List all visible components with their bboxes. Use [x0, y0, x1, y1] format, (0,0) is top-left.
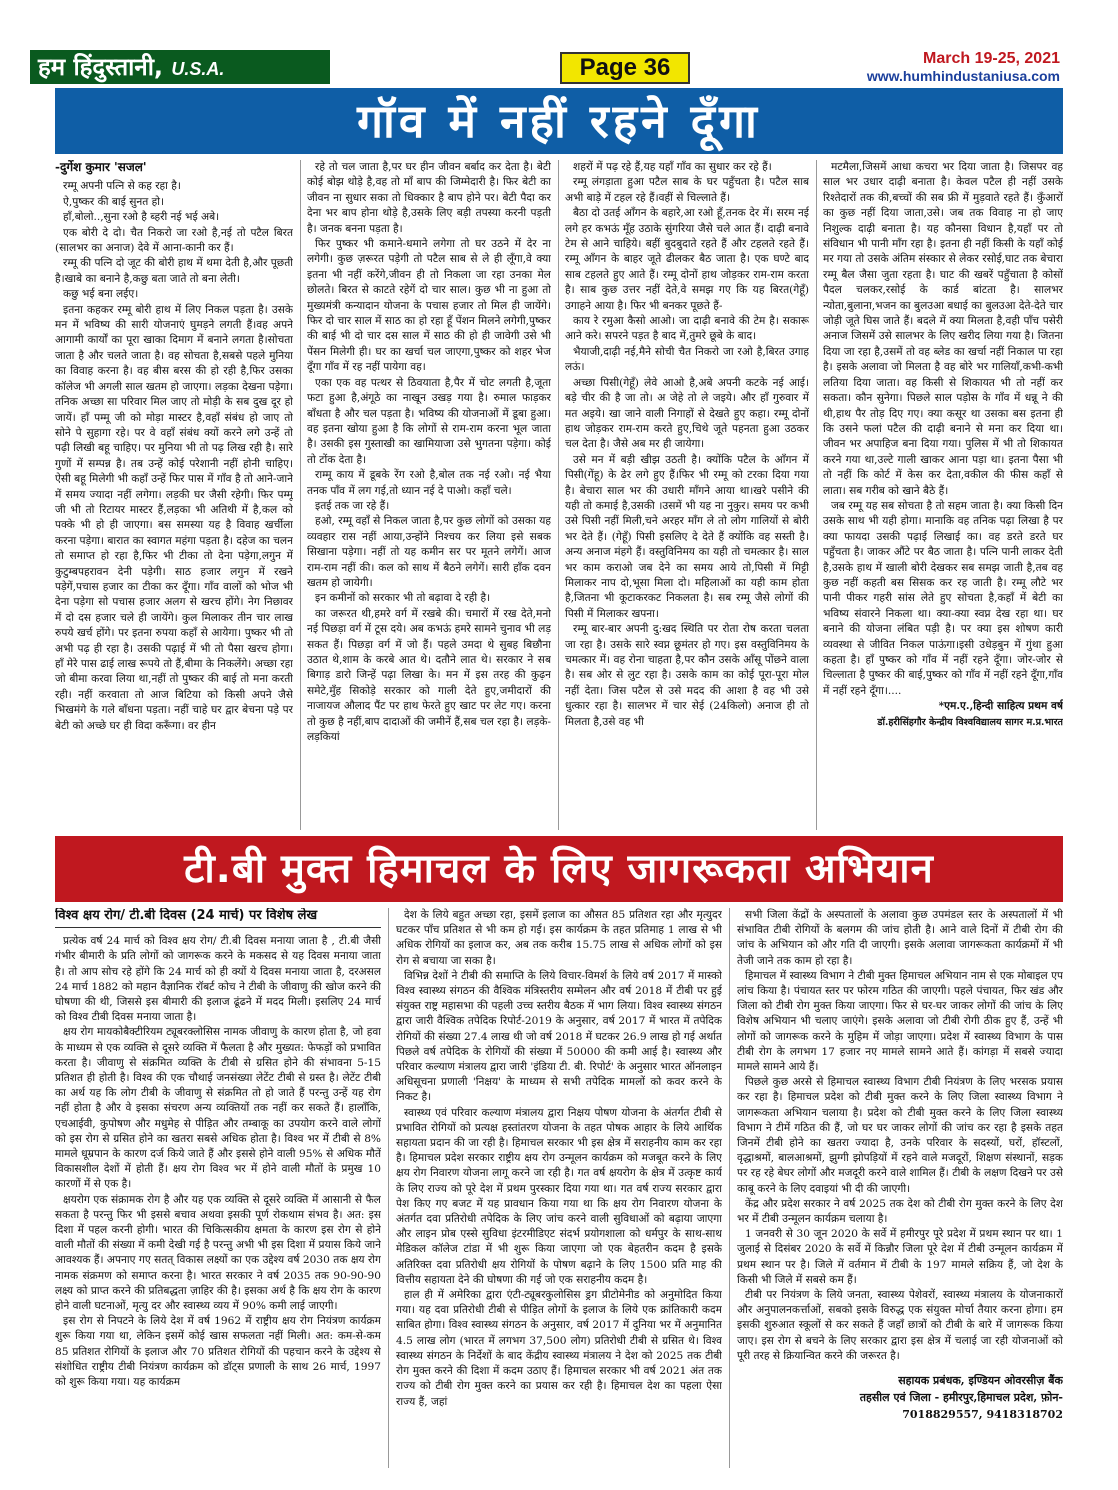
paragraph: इन कमीनों को सरकार भी तो बढ़ावा दे रही है।: [315, 592, 491, 605]
issue-date: March 19-25, 2021: [923, 50, 1060, 67]
story2-col1-paragraphs: [55, 934, 381, 1390]
column-divider: [816, 160, 817, 830]
dateline: [867, 50, 1060, 84]
website-link[interactable]: www.humhindustaniusa.com: [866, 68, 1060, 84]
paragraph: एक बोरी दे दो। चैत निकरो जा रओ है,नई तो पटैल बिरत (सालभर का अनाज) देवे में आना-कानी कर हैं।: [55, 226, 293, 255]
story2-column-1: [55, 908, 381, 1468]
paragraph: एका एक वह पत्थर से ठिवयाता है,पैर में चोट लगती है,जूता फटा हुआ है,अंगूठे का नाखून उखड़ गया है। रुमाल फाड़कर बाँधता है और चल पड़ता है। भविष्य की योजनाओं में डूबा हुआ। वह इतना खोया हुआ है कि लोगों से राम-राम करना भूल जाता है। उसकी इस गुस्ताखी का खामियाजा उसे भुगतना पड़ेगा। कोई तो टोंक देता है।: [307, 376, 551, 466]
paragraph: टीबी पर नियंत्रण के लिये जनता, स्वास्थ्य पेशेवरों, स्वास्थ्य मंत्रालय के योजनाकारों और अनुपालनकर्त्ताओं, सबको इसके विरुद्ध एक संयुक्त मोर्चा तैयार करना होगा। हम इसकी शुरुआत स्कूलों से कर सकते हैं जहाँ छात्रों को टीबी के बारे में जागरूक किया जाए। इस रोग से बचने के लिए सरकार द्वारा इस क्षेत्र में चलाई जा रही योजनाओं को पूरी तरह से क्रियान्वित करने की जरूरत है।: [737, 1289, 1063, 1362]
masthead-title: हम हिंदुस्तानी,: [38, 53, 164, 81]
paragraph: रम्मू लंगड़ाता हुआ पटैल साब के घर पहुँचता है। पटैल साब अभी बाड़े में टहल रहे हैं।वहीं से चिल्लाते हैं।: [565, 176, 809, 204]
paragraph: इतना कहकर रम्मू बोरी हाथ में लिए निकल पड़ता है। उसके मन में भविष्य की सारी योजनाएं घुमड़ने लगती हैं।वह अपने आगामी कार्यों का पूरा खाका दिमाग में बनाने लगता है।सोचता जाता है और चलते जाता है। वह सोचता है,सबसे पहले मुनिया का विवाह करना है। वह बीस बरस की हो रही है,फिर उसका कॉलेज भी अगली साल खतम हो जाएगा। लड़का देखना पड़ेगा। तनिक अच्छा सा परिवार मिल जाए तो मोड़ी के सब दुख दूर हो जायें। हाँ पम्मू जी को मोड़ा मास्टर है,वहाँ संबंध हो जाए तो सोने पे सुहागा रहे। पर वे वहाँ संबंध क्यों करने लगे उन्हें तो पढ़ी लिखी बहू चाहिए। पर मुनिया भी तो पढ़ लिख रही है। सारे गुणों में सम्पन्न है। तब उन्हें कोई परेशानी नहीं होनी चाहिए। ऐसी बहू मिलेगी भी कहाँ उन्हें फिर पास में गाँव है तो आने-जाने में समय ज्यादा नहीं लगेगा। लड़की घर जैसी रहेगी। फिर पम्मू जी भी तो रिटायर मास्टर हैं,लड़का भी अतिथी में है,कल को पक्के भी हो ही जाएगा। बस समस्या यह है विवाह खर्चीला करना पड़ेगा। बारात का स्वागत महंगा पड़ता है। दहेज का चलन तो समाप्त हो रहा है,फिर भी टीका तो देना पड़ेगा,लगुन में कुटुम्बपहरावन देनी पड़ेगी। साठ हजार लगुन में रखने पड़ेगें,पचास हजार का टीका कर दूँगा। गाँव वालों को भोज भी देना पड़ेगा सो पचास हजार अलग से खरच होंगे। नेग निछावर में दो दस हजार चले ही जायेंगे। कुल मिलाकर तीन चार लाख रुपये खर्च होंगे। पर इतना रुपया कहाँ से आयेगा। पुष्कर भी तो अभी पढ़ ही रहा है। उसकी पढ़ाई में भी तो पैसा खरच होगा। हाँ मेरे पास ढाई लाख रूपये तो हैं,बीमा के निकलेंगे। अच्छा रहा जो बीमा करवा लिया था,नहीं तो पुष्कर की बाई तो मना करती रही। नहीं करवाता तो आज बिटिया को किसी अपने जैसे भिखमंगे के गले बाँधना पड़ता। नहीं चाहे घर द्वार बेचना पड़े पर बेटी को अच्छे घर ही विदा करूँगा। वर हीन: [55, 303, 293, 732]
paragraph: इतई तक जा रहे हैं।: [315, 499, 390, 512]
story2-headline: टी.बी मुक्त हिमाचल के लिए जागरूकता अभियान: [55, 836, 1063, 902]
story1-col3-paragraphs: [565, 160, 809, 730]
story1-column-3: [565, 160, 809, 830]
masthead-usa: U.S.A.: [171, 59, 225, 79]
author-credential: *एम.ए.,हिन्दी साहित्य प्रथम वर्ष: [938, 700, 1063, 713]
paragraph: रम्मू की पत्नि दो जूट की बोरी हाथ में थमा देती है,और पूछती है।खाबे का बनाने है,कछु बता जाते तो बना लेती।: [55, 257, 293, 285]
paragraph: सभी जिला केंद्रों के अस्पतालों के अलावा कुछ उपमंडल स्तर के अस्पतालों में भी संभावित टीबी रोगियों के बलगम की जांच होती है। आने वाले दिनों में टीबी रोग की जांच के अभियान को और गति दी जाएगी। इसके अलावा जागरूकता कार्यक्रमों में भी तेजी जाने तक काम हो रहा है।: [737, 909, 1063, 967]
paragraph: केंद्र और प्रदेश सरकार ने वर्ष 2025 तक देश को टीबी रोग मुक्त करने के लिए देश भर में टीबी उन्मूलन कार्यक्रम चलाया है।: [737, 1197, 1063, 1226]
story1-col1-paragraphs: [55, 179, 293, 734]
paragraph: अच्छा पिसी(गेहूँ) लेवे आओ है,अबे अपनी कटके नई आई। बड़े चीर की है जा तो। अ जेहे तो ले जइये। और हाँ गुरुवार में मत अइये। खा जाने वाली निगाहों से देखते हुए कहा। रम्मू दोनों हाथ जोड़कर राम-राम करते हुए,चिथे जूते पहनता हुआ उठकर चल देता है। जैसे अब मर ही जायेगा।: [565, 376, 809, 451]
story2-body: [55, 908, 1063, 1468]
paragraph: बैठा दो उतई आँगन के बहारे,आ रओ हूँ,तनक देर में। सरम नई लगे हर कभऊं मूँह उठाके सुंगरिया जैसे चले आत हैं। दाढ़ी बनावे टेम से आने चाहिये। बहीं बुदबुदाते रहते हैं और टहलते रहते हैं। रम्मू आँगन के बाहर जूते ढीलकर बैठ जाता है। एक घण्टे बाद साब टहलते हुए आते हैं। रम्मू दोनों हाथ जोड़कर राम-राम करता है। साब कुछ उत्तर नहीं देते,वे समझ गए कि यह बिरत(गेहूँ) उगाहने आया है। फिर भी बनकर पूछते हैं-: [565, 207, 809, 312]
story2-col2-paragraphs: [396, 908, 722, 1410]
story1-headline: गॉव में नहीं रहने दूँगा: [55, 88, 1063, 154]
column-divider: [729, 908, 730, 1468]
paragraph: रहे तो चल जाता है,पर घर हीन जीवन बर्बाद कर देता है। बेटी कोई बोझ थोड़े है,वह तो माँ बाप की जिम्मेदारी है। फिर बेटी का जीवन ना सुधार सका तो धिक्कार है बाप होने पर। बेटी पैदा कर देना भर बाप होना थोड़े है,उसके लिए बड़ी तपस्या करनी पड़ती है। जनक बनना पड़ता है।: [307, 161, 551, 235]
paragraph: का जरूरत थी,हमरे वर्ग में रखबे की। चमारों में रख देते,मनो नई पिछड़ा वर्ग में टूस दये। अब कभऊं हमरे सामने चुनाव भी लड़ सकत हैं। पिछड़ा वर्ग में जो हैं। पहले उमदा थे सुबह बिछौना उठात थे,शाम के करबे आत थे। दतौने लात थे। सरकार ने सब बिगाड़ डारो जिन्हें पढ़ा लिखा के। मन में इस तरह की कुढ़न समेटे,मुँह सिकोड़े सरकार को गाली देते हुए,जमीदारों की नाजायज औलाद पैंट पर हाथ फेरते हुए खाट पर लेट गए। करना तो कुछ है नहीं,बाप दादाओं की जमीनें हैं,सब चल रहा है। लड़के-लड़कियां: [307, 607, 551, 744]
paragraph: राम्मू काय में डूबके रेंग रओ है,बोल तक नई रओ। नई भैया तनक पाँव में लग गई,तो ध्यान नई दे पाओ। कहाँ चले।: [307, 469, 551, 497]
paragraph: हाल ही में अमेरिका द्वारा एंटी-ट्यूबरकुलोसिस ड्रग प्रीटोमेनीड को अनुमोदित किया गया। यह दवा प्रतिरोधी टीबी से पीड़ित लोगों के इलाज के लिये एक क्रांतिकारी कदम साबित होगा। विश्व स्वास्थ्य संगठन के अनुसार, वर्ष 2017 में दुनिया भर में अनुमानित 4.5 लाख लोग (भारत में लगभग 37,500 लोग) प्रतिरोधी टीबी से ग्रसित थे। विश्व स्वास्थ्य संगठन के निर्देशों के बाद केंद्रीय स्वास्थ्य मंत्रालय ने देश को 2025 तक टीबी रोग मुक्त करने की दिशा में कदम उठाए हैं। हिमाचल सरकार भी वर्ष 2021 अंत तक राज्य को टीबी रोग मुक्त करने का प्रयास कर रही है। हिमाचल देश का पहला ऐसा राज्य हैं, जहां: [396, 1289, 722, 1408]
paragraph: रम्मू बार-बार अपनी दु:खद स्थिति पर रोता रोष करता चलता जा रहा है। उसके सारे स्वप्न छूमंतर हो गए। इस वस्तुविनिमय के चमत्कार में। वह रोना चाहता है,पर कौन उसके आँसू पोंछने वाला है। सब ओर से लुट रहा है। उसके काम का कोई पूरा-पूरा मोल नहीं देता। जिस पटैल से उसे मदद की आशा है वह भी उसे धुत्कार रहा है। सालभर में चार सेई (24किलो) अनाज ही तो मिलता है,उसे वह भी: [565, 623, 809, 728]
paragraph: 1 जनवरी से 30 जून 2020 के सर्वे में हमीरपुर पूरे प्रदेश में प्रथम स्थान पर था। 1 जुलाई से दिसंबर 2020 के सर्वे में किन्नौर जिला पूरे देश में टीबी उन्मूलन कार्यक्रम में प्रथम स्थान पर है। जिले में वर्तमान में टीबी के 197 मामले सक्रिय हैं, जो देश के किसी भी जिले में सबसे कम हैं।: [737, 1228, 1063, 1286]
story2-subhead: विश्व क्षय रोग/ टी.बी दिवस (24 मार्च) पर विशेष लेख: [55, 908, 381, 928]
author-block: [737, 1372, 1063, 1423]
paragraph: मटमैला,जिसमें आधा कचरा भर दिया जाता है। जिसपर वह साल भर उधार दाढ़ी बनाता है। केवल पटैल ही नहीं उसके रिश्तेदारों तक की,बच्चों की सब फ्री में मुड़वाते रहते हैं। कुँआरों का कुछ नहीं दिया जाता,उसे। जब तक विवाह ना हो जाए निशुल्क दाढ़ी बनाता है। यह कौनसा विधान है,यहाँ पर तो संविधान भी पानी माँग रहा है। इतना ही नहीं किसी के यहाँ कोई मर गया तो उसके अंतिम संस्कार से लेकर रसोई,घाट तक बेचारा रम्मू बैल जैसा जुता रहता है। घाट की खबरें पहुँचाता है कोसों पैदल चलकर,रसोई के कार्ड बांटता है। सालभर न्योता,बुलाना,भजन का बुलउआ बधाई का बुलउआ देते-देते चार जोड़ी जूते घिस जाते हैं। बदले में क्या मिलता है,वही पाँच पसेरी अनाज जिसमें उसे सालभर के लिए खरीद लिया गया है। जितना दिया जा रहा है,उसमें तो वह ब्लेड का खर्चा नहीं निकाल पा रहा है। इसके अलावा जो मिलता है वह बोरे भर गालियाँ,कभी-कभी लतिया दिया जाता। वह किसी से शिकायत भी तो नहीं कर सकता। कौन सुनेगा। पिछले साल पड़ोस के गाँव में धन्नू ने की थी,हाथ पैर तोड़ दिए गए। क्या कसूर था उसका बस इतना ही कि उसने फलां पटैल की दाढ़ी बनाने से मना कर दिया था। जीवन भर अपाहिज बना दिया गया। पुलिस में भी तो शिकायत करने गया था,उल्टे गाली खाकर आना पड़ा था। इतना पैसा भी तो नहीं कि कोर्ट में केस कर देता,वकील की फीस कहाँ से लाता। सब गरीब को खाने बैठे हैं।: [823, 161, 1063, 497]
paragraph: हाँ,बोलो..,सुना रओ है ब्हरी नई भई अबे।: [63, 211, 220, 224]
paragraph: जब रम्मू यह सब सोचता है तो सहम जाता है। क्या किसी दिन उसके साथ भी यही होगा। मानाकि वह तनिक पढ़ा लिखा है पर क्या फायदा उसकी पढ़ाई लिखाई का। वह डरते डरते घर पहुँचता है। जाकर औंटे पर बैठ जाता है। पत्नि पानी लाकर देती है,उसके हाथ में खाली बोरी देखकर सब समझ जाती है,तब वह कुछ नहीं कहती बस सिसक कर रह जाती है। रम्मू लौटे भर पानी पीकर गहरी सांस लेते हुए सोचता है,कहाँ में बेटी का भविष्य संवारने निकला था। क्या-क्या स्वप्न देख रहा था। घर बनाने की योजना लंबित पड़ी है। पर क्या इस शोषण कारी व्यवस्था से जीवित निकल पाऊंगा।इसी उधेड़बुन में गुंथा हुआ कहता है। हाँ पुष्कर को गाँव में नहीं रहने दूँगा। जोर-जोर से चिल्लाता है पुष्कर की बाई,पुष्कर को गाँव में नहीं रहने दूँगा,गाँव में नहीं रहने दूँगा।....: [823, 499, 1063, 697]
paragraph: भैयाजी,दाढ़ी नई,मैने सोची चैत निकरो जा रओ है,बिरत उगाह लऊं।: [565, 345, 809, 374]
paragraph: उसे मन में बड़ी खीझ उठती है। क्योंकि पटैल के आँगन में पिसी(गेंहू) के ढेर लगे हुए हैं।फिर भी रम्मू को टरका दिया गया है। बेचारा साल भर की उधारी माँगने आया था।खरे पसीने की यही तो कमाई है,उसकी ।उसमें भी यह ना नुकुर। समय पर कभी उसे पिसी नहीं मिली,चने अरहर माँग ले तो लोग गालियों से बोरी भर देते हैं। (गेहूँ) पिसी इसलिए दे देते हैं क्योंकि वह सस्ती है। अन्य अनाज मंहगे हैं। वस्तुविनिमय का यही तो चमत्कार है। साल भर काम कराओ जब देने का समय आये तो,पिसी में मिट्टी मिलाकर नाप दो,भूसा मिला दो। महिलाओं का यही काम होता है,जितना भी कूटाकरकट निकलता है। सब रम्मू जैसे लोगों की पिसी में मिलाकर खपना।: [565, 453, 809, 620]
paragraph: फिर पुष्कर भी कमाने-धमाने लगेगा तो घर उठने में देर ना लगेगी। कुछ ज़रूरत पड़ेगी तो पटैल साब से ले ही लूँगा,वे क्या इतना भी नहीं करेंगे,जीवन ही तो निकला जा रहा उनका मेल छोलते। बिरत से काटते रहेगें दो चार साल। कुछ भी ना हुआ तो मुख्यमंत्री कन्यादान योजना के पचास हजार तो मिल ही जायेंगे। फिर दो चार साल में साठ का हो रहा हूँ पेंशन मिलने लगेगी,पुष्कर की बाई भी दो चार दस साल में साठ की हो ही जावेगी उसे भी पेंसन मिलेगी ही। घर का खर्चा चल जाएगा,पुष्कर को शहर भेज दूँगा गाँव में रह नहीं पायेगा वह।: [307, 238, 551, 374]
column-divider: [558, 160, 559, 830]
paragraph: ऐ,पुष्कर की बाई सुनत हो।: [63, 195, 165, 208]
paragraph: कछु भई बना लईए।: [63, 288, 139, 301]
paragraph: शहरों में पढ़ रहे हैं,यह यहाँ गाँव का सुधार कर रहे हैं।: [573, 161, 772, 173]
paragraph: देश के लिये बहुत अच्छा रहा, इसमें इलाज का औसत 85 प्रतिशत रहा और मृत्युदर घटकर पाँच प्रतिशत से भी कम हो गई। इस कार्यक्रम के तहत प्रतिमाह 1 लाख से भी अधिक रोगियों का इलाज कर, अब तक करीब 15.75 लाख से अधिक लोगों को इस रोग से बचाया जा सका है।: [396, 909, 722, 967]
page-number-box: Page 36: [560, 52, 690, 84]
story1-col4-paragraphs: [823, 160, 1063, 699]
story1-col2-paragraphs: [307, 160, 551, 745]
column-divider: [300, 160, 301, 830]
story2-column-3: [737, 908, 1063, 1468]
author-phone: 7018829557, 9418318702: [902, 1408, 1063, 1422]
paragraph: विभिन्न देशों ने टीबी की समाप्ति के लिये विचार-विमर्श के लिये वर्ष 2017 में मास्को विश्व स्वास्थ्य संगठन की वैश्विक मंत्रिस्तरीय सम्मेलन और वर्ष 2018 में टीबी पर हुई संयुक्त राष्ट्र महासभा की पहली उच्च स्तरीय बैठक में भाग लिया। विश्व स्वास्थ्य संगठन द्वारा जारी वैश्विक तपेदिक रिपोर्ट-2019 के अनुसार, वर्ष 2017 में भारत में तपेदिक रोगियों की संख्या 27.4 लाख थी जो वर्ष 2018 में घटकर 26.9 लाख हो गई अर्थात पिछले वर्ष तपेदिक के रोगियों की संख्या में 50000 की कमी आई है। स्वास्थ्य और परिवार कल्याण मंत्रालय द्वारा जारी 'इंडिया टी. बी. रिपोर्ट' के अनुसार भारत ऑनलाइन अधिसूचना प्रणाली 'निक्षय' के माध्यम से सभी तपेदिक मामलों को कवर करने के निकट है।: [396, 969, 722, 1104]
author-university: डॉ.हरीसिंहगौर केन्द्रीय विश्वविद्यालय सागर म.प्र.भारत: [877, 716, 1063, 728]
paragraph: रम्मू अपनी पत्नि से कह रहा है।: [63, 180, 181, 193]
paragraph: क्षय रोग मायकोबैक्टीरियम ट्यूबरक्लोसिस नामक जीवाणु के कारण होता है, जो हवा के माध्यम से एक व्यक्ति से दूसरे व्यक्ति में फैलता है और मुख्यत: फेफड़ों को प्रभावित करता है। जीवाणु से संक्रमित व्यक्ति के टीबी से ग्रसित होने की संभावना 5-15 प्रतिशत ही होती है। विश्व की एक चौथाई जनसंख्या लेटेंट टीबी से ग्रस्त है। लेटेंट टीबी का अर्थ यह कि लोग टीबी के जीवाणु से संक्रमित तो हो जाते हैं परन्तु उन्हें यह रोग नहीं होता है और वे इसका संचरण अन्य व्यक्तियों तक नहीं कर सकते हैं। हालाँकि, एचआईवी, कुपोषण और मधुमेह से पीड़ित और तम्बाकू का उपयोग करने वाले लोगों को इस रोग से ग्रसित होने का खतरा सबसे अधिक होता है। विश्व भर में टीबी से 8% मामले धूम्रपान के कारण दर्ज किये जाते हैं और इससे होने वाली 95% से अधिक मौतें विकासशील देशों में होती हैं। क्षय रोग विश्व भर में होने वाली मौतों के प्रमुख 10 कारणों में से एक है।: [55, 1026, 381, 1191]
story2-col3-paragraphs: [737, 908, 1063, 1364]
page-header: [0, 0, 1118, 86]
paragraph: स्वास्थ्य एवं परिवार कल्याण मंत्रालय द्वारा निक्षय पोषण योजना के अंतर्गत टीबी से प्रभावित रोगियों को प्रत्यक्ष हस्तांतरण योजना के तहत पोषक आहार के लिये आर्थिक सहायता प्रदान की जा रही है। हिमाचल सरकार भी इस क्षेत्र में सराहनीय काम कर रहा है। हिमाचल प्रदेश सरकार राष्ट्रीय क्षय रोग उन्मूलन कार्यक्रम को मजबूत करने के लिए क्षय रोग निवारण योजना लागू करने जा रही है। गत वर्ष क्षयरोग के क्षेत्र में उत्कृष्ट कार्य के लिए राज्य को पूरे देश में प्रथम पुरस्कार दिया गया था। गत वर्ष राज्य सरकार द्वारा पेश किए गए बजट में यह प्रावधान किया गया था कि क्षय रोग निवारण योजना के अंतर्गत दवा प्रतिरोधी तपेदिक के लिए जांच करने वाली सुविधाओं को बढ़ाया जाएगा और लाइन प्रोब एस्से सुविधा इंटरमीडिएट संदर्भ प्रयोगशाला को धर्मपुर के साथ-साथ मेडिकल कॉलेज टांडा में भी शुरू किया जाएगा जो एक बेहतरीन कदम है इसके अतिरिक्त दवा प्रतिरोधी क्षय रोगियों के पोषण बढ़ाने के लिए 1500 प्रति माह की वित्तीय सहायता देने की घोषणा की गई जो एक सराहनीय कदम है।: [396, 1106, 722, 1286]
byline: -दुर्गेश कुमार 'सजल': [55, 160, 147, 174]
story1-column-4: [823, 160, 1063, 830]
paragraph: इस रोग से निपटने के लिये देश में वर्ष 1962 में राष्ट्रीय क्षय रोग नियंत्रण कार्यक्रम शुरू किया गया था, लेकिन इसमें कोई खास सफलता नहीं मिली। अत: कम-से-कम 85 प्रतिशत रोगियों के इलाज और 70 प्रतिशत रोगियों की पहचान करने के उद्देश्य से संशोधित राष्ट्रीय टीबी नियंत्रण कार्यक्रम को डॉट्स प्रणाली के साथ 26 मार्च, 1997 को शुरू किया गया। यह कार्यक्रम: [55, 1315, 381, 1389]
story1-body: [55, 160, 1063, 830]
paragraph: क्षयरोग एक संक्रामक रोग है और यह एक व्यक्ति से दूसरे व्यक्ति में आसानी से फैल सकता है परन्तु फिर भी इससे बचाव अथवा इसकी पूर्ण रोकथाम संभव है। अत: इस दिशा में पहल करनी होगी। भारत की चिकित्सकीय क्षमता के कारण इस रोग से होने वाली मौतों की संख्या में कमी देखी गई है परन्तु अभी भी इस दिशा में प्रयास किये जाने आवश्यक हैं। अपनाए गए सतत् विकास लक्ष्यों का एक उद्देश्य वर्ष 2030 तक क्षय रोग नामक संक्रमण को समाप्त करना है। भारत सरकार ने वर्ष 2035 तक 90-90-90 लक्ष्य को प्राप्त करने की प्रतिबद्धता ज़ाहिर की है। इसका अर्थ है कि क्षय रोग के कारण होने वाली घटनाओं, मृत्यु दर और स्वास्थ्य व्यय में 90% कमी लाई जाएगी।: [55, 1193, 381, 1313]
paragraph: काय रे रमुआ कैसो आओ। जा दाढ़ी बनावे की टेम है। सकारू आने करे। सपरने पड़त है बाद में,तुमरे छूबे के बाद।: [565, 315, 809, 343]
author-designation: सहायक प्रबंधक, इण्डियन ओवरसीज़ बैंक: [898, 1374, 1063, 1388]
masthead: [30, 50, 330, 84]
story1-column-1: [55, 160, 293, 830]
story1-column-2: [307, 160, 551, 830]
paragraph: हओ, रम्मू वहाँ से निकल जाता है,पर कुछ लोगों को उसका यह व्यवहार रास नहीं आया,उन्होंने निश्चय कर लिया इसे सबक सिखाना पड़ेगा। नहीं तो यह कमीन सर पर मूतने लगेगें। आज राम-राम नहीं की। कल को साथ में बैठने लगेगें। सारी हाँक दवन खतम हो जायेगी।: [307, 515, 551, 589]
paragraph: पिछले कुछ अरसे से हिमाचल स्वास्थ्य विभाग टीबी नियंत्रण के लिए भरसक प्रयास कर रहा है। हिमाचल प्रदेश को टीबी मुक्त करने के लिए जिला स्वास्थ्य विभाग ने जागरूकता अभियान चलाया है। प्रदेश को टीबी मुक्त करने के लिए जिला स्वास्थ्य विभाग ने टीमें गठित की हैं, जो घर घर जाकर लोगों की जांच कर रहा है इसके तहत जिनमें टीबी होने का खतरा ज्यादा है, उनके परिवार के सदस्यों, घरों, हॉस्टलों, वृद्धाश्रमों, बालआश्रमों, झुग्गी झोपड़ियों में रहने वाले मजदूरों, शिक्षण संस्थानों, सड़क पर रह रहे बेघर लोगों और मजदूरी करने वाले शामिल हैं। टीबी के लक्षण दिखने पर उसे काबू करने के लिए दवाइयां भी दी की जाएगी।: [737, 1076, 1063, 1195]
paragraph: प्रत्येक वर्ष 24 मार्च को विश्व क्षय रोग/ टी.बी दिवस मनाया जाता है , टी.बी जैसी गंभीर बीमारी के प्रति लोगों को जागरूक करने के मकसद से यह दिवस मनाया जाता है। तो आप सोच रहे होंगे कि 24 मार्च को ही क्यों ये दिवस मनाया जाता है, दरअसल 24 मार्च 1882 को महान वैज्ञानिक रॉबर्ट कोच ने टीबी के जीवाणु की खोज करने की घोषणा की थी, जिससे इस बीमारी की इलाज ढूंढने में मदद मिली। इसलिए 24 मार्च को विश्व टीबी दिवस मनाया जाता है।: [55, 935, 381, 1024]
paragraph: हिमाचल में स्वास्थ्य विभाग ने टीबी मुक्त हिमाचल अभियान नाम से एक मोबाइल एप लांच किया है। पंचायत स्तर पर फोरम गठित की जाएगी। पहले पंचायत, फिर खंड और जिला को टीबी रोग मुक्त किया जाएगा। फिर से घर-घर जाकर लोगों की जांच के लिए विशेष अभियान भी चलाए जाएंगे। इसके अलावा जो टीबी रोगी ठीक हुए हैं, उन्हें भी लोगों को जागरूक करने के मुहिम में जोड़ा जाएगा। प्रदेश में स्वास्थ्य विभाग के पास टीबी रोग के लगभग 17 हजार नए मामले सामने आते हैं। कांगड़ा में सबसे ज्यादा मामले सामने आये हैं।: [737, 969, 1063, 1074]
column-divider: [388, 908, 389, 1468]
author-address: तहसील एवं जिला - हमीरपुर,हिमाचल प्रदेश, फ़ोन-: [859, 1391, 1063, 1405]
story2-column-2: [396, 908, 722, 1468]
